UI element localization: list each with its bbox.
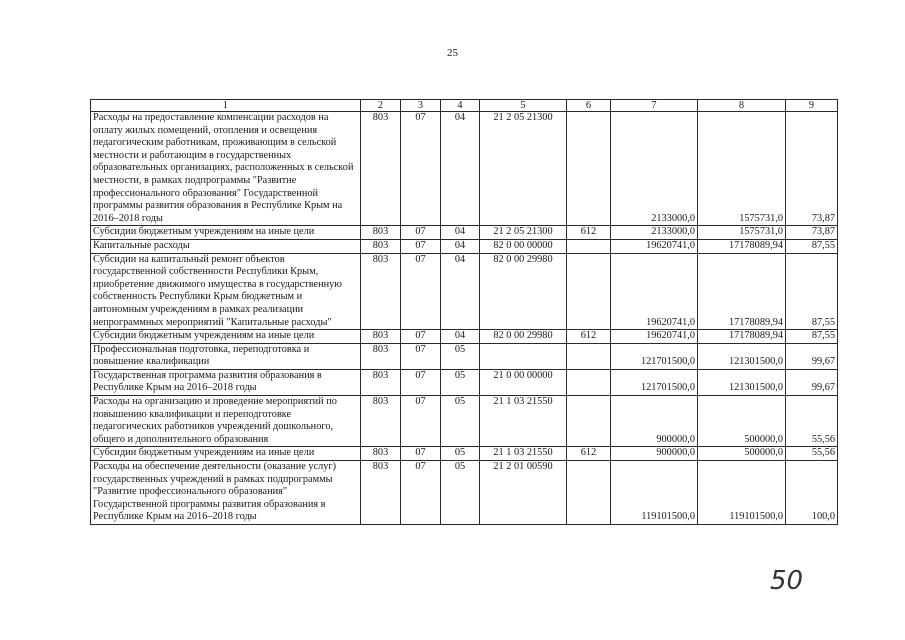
section-code: 07 [401,447,441,461]
expense-type-code [567,369,611,395]
header-cell: 6 [567,100,611,112]
subsection-code: 05 [441,447,480,461]
table-row [91,226,838,240]
table-row [91,369,838,395]
header-cell: 4 [441,100,480,112]
executed-amount: 121301500,0 [698,369,786,395]
expense-name: Субсидии на капитальный ремонт объектов государственной собственности Республики Крым, приобретение движимого имущества в государственную собственность Республики Крым бюджетным и автономным учреждениям в рамках реализации непрограммных мероприятий "Капитальные расходы" [91,253,361,330]
subsection-code: 05 [441,343,480,369]
ministry-code: 803 [361,369,401,395]
ministry-code: 803 [361,239,401,253]
execution-percent: 87,55 [786,239,838,253]
target-article-code: 21 2 05 21300 [480,112,567,226]
header-cell: 3 [401,100,441,112]
planned-amount: 2133000,0 [611,226,698,240]
expense-type-code [567,112,611,226]
planned-amount: 121701500,0 [611,343,698,369]
expense-name: Расходы на обеспечение деятельности (оказание услуг) государственных учреждений в рамках подпрограммы "Развитие профессионального образования" Государственной программы развития образования в Республике Крым на 2016–2018 годы [91,461,361,525]
target-article-code: 21 2 05 21300 [480,226,567,240]
ministry-code: 803 [361,330,401,344]
section-code: 07 [401,396,441,447]
expense-name: Субсидии бюджетным учреждениям на иные цели [91,447,361,461]
section-code: 07 [401,369,441,395]
section-code: 07 [401,239,441,253]
header-cell: 9 [786,100,838,112]
section-code: 07 [401,330,441,344]
section-code: 07 [401,461,441,525]
expense-name: Субсидии бюджетным учреждениям на иные цели [91,330,361,344]
subsection-code: 05 [441,396,480,447]
target-article-code: 21 2 01 00590 [480,461,567,525]
subsection-code: 04 [441,330,480,344]
header-cell: 5 [480,100,567,112]
section-code: 07 [401,112,441,226]
planned-amount: 19620741,0 [611,239,698,253]
table-row [91,112,838,226]
executed-amount: 500000,0 [698,396,786,447]
target-article-code: 82 0 00 29980 [480,330,567,344]
section-code: 07 [401,253,441,330]
target-article-code: 21 1 03 21550 [480,396,567,447]
header-cell: 7 [611,100,698,112]
ministry-code: 803 [361,343,401,369]
planned-amount: 900000,0 [611,447,698,461]
budget-table [90,99,838,525]
header-cell: 2 [361,100,401,112]
execution-percent: 55,56 [786,447,838,461]
planned-amount: 121701500,0 [611,369,698,395]
planned-amount: 119101500,0 [611,461,698,525]
table-row [91,239,838,253]
subsection-code: 04 [441,239,480,253]
executed-amount: 500000,0 [698,447,786,461]
execution-percent: 73,87 [786,226,838,240]
expense-name: Государственная программа развития образования в Республике Крым на 2016–2018 годы [91,369,361,395]
expense-type-code: 612 [567,447,611,461]
expense-name: Расходы на организацию и проведение мероприятий по повышению квалификации и переподготовке педагогических работников учреждений дошкольного, общего и дополнительного образования [91,396,361,447]
expense-type-code: 612 [567,330,611,344]
header-cell: 1 [91,100,361,112]
ministry-code: 803 [361,226,401,240]
subsection-code: 05 [441,461,480,525]
executed-amount: 121301500,0 [698,343,786,369]
executed-amount: 119101500,0 [698,461,786,525]
ministry-code: 803 [361,253,401,330]
expense-type-code [567,396,611,447]
subsection-code: 04 [441,253,480,330]
section-code: 07 [401,343,441,369]
table-row [91,253,838,330]
target-article-code: 21 1 03 21550 [480,447,567,461]
target-article-code: 82 0 00 00000 [480,239,567,253]
table-row [91,461,838,525]
subsection-code: 04 [441,226,480,240]
execution-percent: 100,0 [786,461,838,525]
execution-percent: 99,67 [786,343,838,369]
executed-amount: 17178089,94 [698,239,786,253]
expense-type-code [567,253,611,330]
executed-amount: 17178089,94 [698,253,786,330]
planned-amount: 2133000,0 [611,112,698,226]
target-article-code: 21 0 00 00000 [480,369,567,395]
ministry-code: 803 [361,396,401,447]
section-code: 07 [401,226,441,240]
table-row [91,343,838,369]
execution-percent: 73,87 [786,112,838,226]
table-row [91,396,838,447]
planned-amount: 19620741,0 [611,330,698,344]
expense-name: Профессиональная подготовка, переподготовка и повышение квалификации [91,343,361,369]
table-row [91,330,838,344]
table-row [91,447,838,461]
planned-amount: 19620741,0 [611,253,698,330]
handwritten-page-mark: 50 [770,566,804,596]
execution-percent: 55,56 [786,396,838,447]
executed-amount: 1575731,0 [698,226,786,240]
expense-type-code [567,461,611,525]
planned-amount: 900000,0 [611,396,698,447]
target-article-code: 82 0 00 29980 [480,253,567,330]
header-cell: 8 [698,100,786,112]
subsection-code: 05 [441,369,480,395]
expense-type-code [567,239,611,253]
page-number: 25 [447,47,458,59]
expense-name: Капитальные расходы [91,239,361,253]
ministry-code: 803 [361,447,401,461]
executed-amount: 1575731,0 [698,112,786,226]
table-header-row [91,100,838,112]
expense-name: Расходы на предоставление компенсации расходов на оплату жилых помещений, отопления и освещения педагогическим работникам, проживающим в сельской местности и работающим в государственных образовательных организациях, расположенных в сельской местности, в рамках подпрограммы "Развитие профессионального образования" Государственной программы развития образования в Республике Крым на 2016–2018 годы [91,112,361,226]
subsection-code: 04 [441,112,480,226]
executed-amount: 17178089,94 [698,330,786,344]
ministry-code: 803 [361,461,401,525]
execution-percent: 87,55 [786,253,838,330]
expense-type-code [567,343,611,369]
expense-name: Субсидии бюджетным учреждениям на иные цели [91,226,361,240]
target-article-code [480,343,567,369]
ministry-code: 803 [361,112,401,226]
expense-type-code: 612 [567,226,611,240]
execution-percent: 99,67 [786,369,838,395]
execution-percent: 87,55 [786,330,838,344]
